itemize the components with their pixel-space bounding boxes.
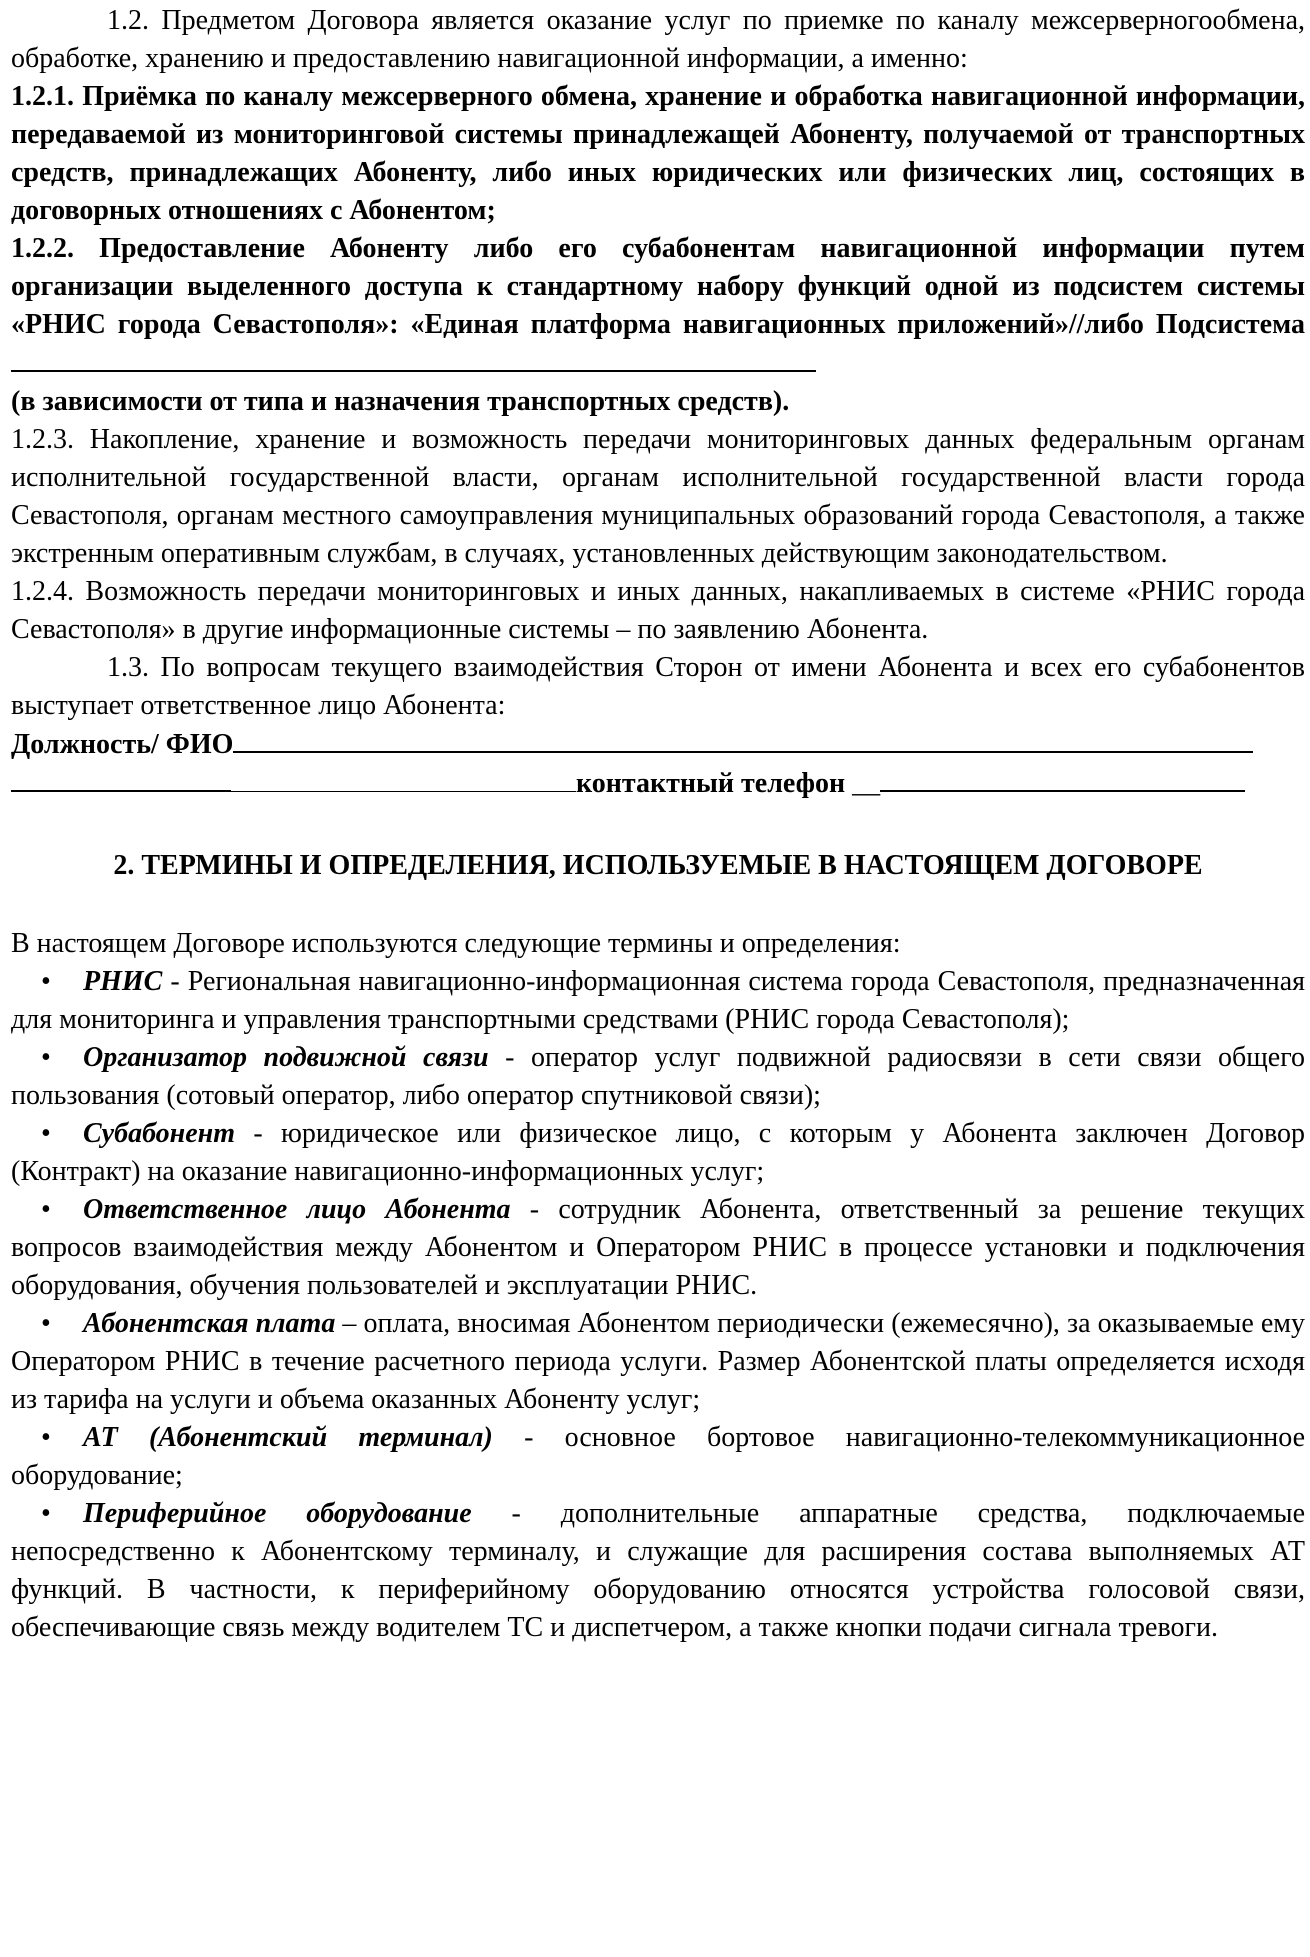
term-name: АТ (Абонентский терминал) [83,1422,493,1453]
clause-1-2-2-text: 1.2.2. Предоставление Абоненту либо его субабонентам навигационной информации путем организации выделенного доступа к стандартному набору функций одной из подсистем системы «РНИС города Севастополя»: «Единая платформа навигационных приложений»//либо Подсистема [11,233,1305,340]
term-item [11,1305,1305,1419]
bullet-icon: • [41,1042,51,1073]
bullet-icon: • [41,1308,51,1339]
clause-1-2-4: 1.2.4. Возможность передачи мониторинговых и иных данных, накапливаемых в системе «РНИС города Севастополя» в другие информационные системы – по заявлению Абонента. [11,576,1305,645]
phone-prefix-blank-line [11,764,231,792]
term-item [11,1495,1305,1647]
term-definition: - сотрудник Абонента, ответственный за решение текущих вопросов взаимодействия между Абонентом и Оператором РНИС в процессе установки и подключения оборудования, обучения пользователей и эксплуатации РНИС. [11,1194,1305,1301]
term-definition: - оператор услуг подвижной радиосвязи в сети связи общего пользования (сотовый оператор, либо оператор спутниковой связи); [11,1042,1305,1111]
term-item [11,1191,1305,1305]
bullet-icon: • [41,966,51,997]
section-2-intro: В настоящем Договоре используются следующие термины и определения: [11,928,901,959]
term-item [11,1039,1305,1115]
clause-1-2-2-note: (в зависимости от типа и назначения транспортных средств). [11,386,790,417]
clause-1-2-2 [11,230,1305,383]
phone-prefix-blank-line-2 [231,765,576,792]
term-name: Периферийное оборудование [83,1498,472,1529]
term-definition: - основное бортовое навигационно-телекоммуникационное оборудование; [11,1422,1305,1491]
term-name: Абонентская плата [83,1308,336,1339]
position-line [11,725,1305,764]
term-item [11,963,1305,1039]
term-definition: - Региональная навигационно-информационная система города Севастополя, предназначенная для мониторинга и управления транспортными средствами (РНИС города Севастополя); [11,966,1305,1035]
subsystem-blank-line [11,344,816,372]
term-item [11,1115,1305,1191]
terms-list [11,963,1305,1647]
position-label: Должность/ ФИО [11,729,234,760]
bullet-icon: • [41,1422,51,1453]
bullet-icon: • [41,1118,51,1149]
term-item [11,1419,1305,1495]
phone-label: контактный телефон [576,768,846,799]
position-blank-line [233,725,1253,753]
section-2-title: 2. ТЕРМИНЫ И ОПРЕДЕЛЕНИЯ, ИСПОЛЬЗУЕМЫЕ В НАСТОЯЩЕМ ДОГОВОРЕ [113,850,1203,881]
term-definition: - юридическое или физическое лицо, с которым у Абонента заключен Договор (Контракт) на оказание навигационно-информационных услуг; [11,1118,1305,1187]
term-name: РНИС [83,966,163,997]
phone-separator: __ [852,768,881,799]
bullet-icon: • [41,1194,51,1225]
term-definition: – оплата, вносимая Абонентом периодически (ежемесячно), за оказываемые ему Оператором РНИС в течение расчетного периода услуги. Размер Абонентской платы определяется исходя из тарифа на услуги и объема оказанных Абоненту услуг; [11,1308,1305,1415]
phone-line [11,764,1305,803]
term-definition: - дополнительные аппаратные средства, подключаемые непосредственно к Абонентскому терминалу, и служащие для расширения состава выполняемых АТ функций. В частности, к периферийному оборудованию относятся устройства голосовой связи, обеспечивающие связь между водителем ТС и диспетчером, а также кнопки подачи сигнала тревоги. [11,1498,1305,1643]
term-name: Ответственное лицо Абонента [83,1194,511,1225]
clause-1-2-3: 1.2.3. Накопление, хранение и возможность передачи мониторинговых данных федеральным органам исполнительной государственной власти, органам исполнительной государственной власти города Севастополя, органам местного самоуправления муниципальных образований города Севастополя, а также экстренным оперативным службам, в случаях, установленных действующим законодательством. [11,424,1305,569]
clause-1-3: 1.3. По вопросам текущего взаимодействия Сторон от имени Абонента и всех его субабонентов выступает ответственное лицо Абонента: [11,652,1305,721]
clause-1-2-1: 1.2.1. Приёмка по каналу межсерверного обмена, хранение и обработка навигационной информации, передаваемой из мониторинговой системы принадлежащей Абоненту, получаемой от транспортных средств, принадлежащих Абоненту, либо иных юридических или физических лиц, состоящих в договорных отношениях с Абонентом; [11,81,1305,226]
phone-blank-line [880,764,1245,792]
term-name: Организатор подвижной связи [83,1042,489,1073]
bullet-icon: • [41,1498,51,1529]
clause-1-2: 1.2. Предметом Договора является оказание услуг по приемке по каналу межсерверногообмена, обработке, хранению и предоставлению навигационной информации, а именно: [11,5,1305,74]
term-name: Субабонент [83,1118,235,1149]
